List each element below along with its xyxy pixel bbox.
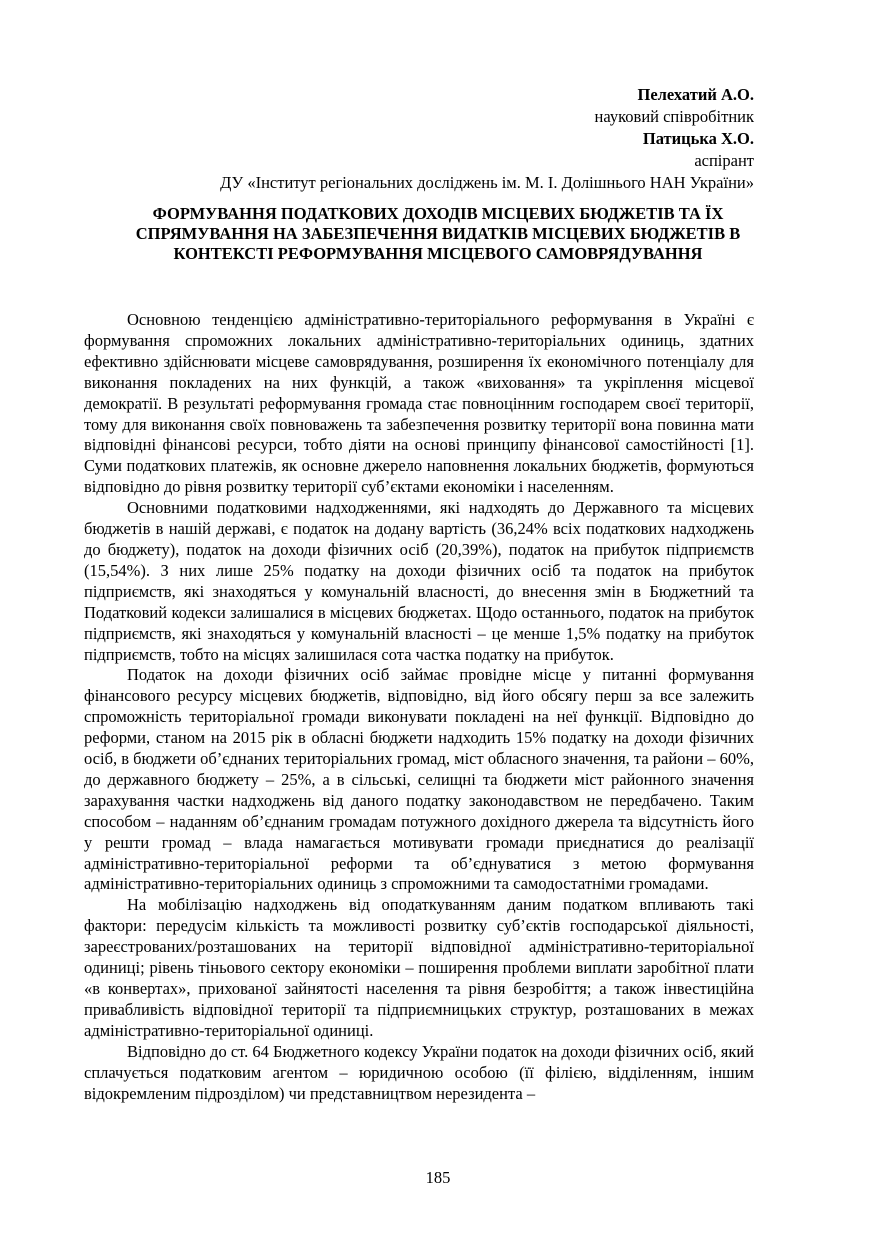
author-role: науковий співробітник <box>594 107 754 126</box>
author-name: Пелехатий А.О. <box>637 85 754 104</box>
paragraph: На мобілізацію надходжень від оподаткуванням даним податком впливають такі фактори: передусім кількість та можливості розвитку суб’єктів господарської діяльності, зареєстрованих/розташованих на території відповідної адміністративно-територіальної одиниці; рівень тіньового сектору економіки – поширення проблеми виплати заробітної плати «в конвертах», прихованої зайнятості населення та рівня безробіття; а також інвестиційна привабливість відповідної території та підприємницьких структур, розташованих в межах адміністративно-територіальної одиниці. <box>84 895 754 1040</box>
affiliation: ДУ «Інститут регіональних досліджень ім. М. І. Долішнього НАН України» <box>220 173 754 192</box>
body-text <box>84 310 754 1104</box>
paragraph: Основною тенденцією адміністративно-територіального реформування в Україні є формування спроможних локальних адміністративно-територіальних одиниць, здатних ефективно здійснювати місцеве самоврядування, розширення їх економічного потенціалу для виконання покладених на них функцій, а також «виховання» та укріплення місцевої демократії. В результаті реформування громада стає повноцінним господарем своєї території, тому для виконання своїх повноважень та забезпечення розвитку території вона повинна мати відповідні фінансові ресурси, тобто діяти на основі принципу фінансової самостійності [1]. Суми податкових платежів, як основне джерело наповнення локальних бюджетів, формуються відповідно до рівня розвитку території суб’єктами економіки і населенням. <box>84 310 754 497</box>
paragraph: Відповідно до ст. 64 Бюджетного кодексу України податок на доходи фізичних осіб, який сплачується податковим агентом – юридичною особою (її філією, відділенням, іншим відокремленим підрозділом) чи представництвом нерезидента – <box>84 1041 754 1103</box>
page-number: 185 <box>425 1168 451 1187</box>
author-role: аспірант <box>694 151 754 170</box>
author-name: Патицька Х.О. <box>642 129 754 148</box>
paragraph: Основними податковими надходженнями, які надходять до Державного та місцевих бюджетів в нашій державі, є податок на додану вартість (36,24% всіх податкових надходжень до бюджету), податок на доходи фізичних осіб (20,39%), податок на прибуток підприємств (15,54%). З них лише 25% податку на доходи фізичних осіб та податок на прибуток підприємств, які знаходяться у комунальній власності, до внесення змін в Бюджетний та Податковий кодекси залишалися в місцевих бюджетах. Щодо останнього, податок на прибуток підприємств, які знаходяться у комунальній власності – це менше 1,5% податку на прибуток підприємств, тобто на місцях залишилася сота частка податку на прибуток. <box>84 498 754 664</box>
paper-title: ФОРМУВАННЯ ПОДАТКОВИХ ДОХОДІВ МІСЦЕВИХ БЮДЖЕТІВ ТА ЇХ СПРЯМУВАННЯ НА ЗАБЕЗПЕЧЕННЯ ВИДАТКІВ МІСЦЕВИХ БЮДЖЕТІВ В КОНТЕКСТІ РЕФОРМУВАННЯ МІСЦЕВОГО САМОВРЯДУВАННЯ <box>135 204 741 263</box>
paragraph: Податок на доходи фізичних осіб займає провідне місце у питанні формування фінансового ресурсу місцевих бюджетів, відповідно, від його обсягу перш за все залежить спроможність територіальної громади виконувати покладені на неї функції. Відповідно до реформи, станом на 2015 рік в обласні бюджети надходить 15% податку на доходи фізичних осіб, в бюджети об’єднаних територіальних громад, міст обласного значення, та райони – 60%, до державного бюджету – 25%, а в сільські, селищні та бюджети міст районного значення зарахування частки надходжень від даного податку законодавством не передбачено. Таким способом – наданням об’єднаним громадам потужного дохідного джерела та відсутність його у решти громад – влада намагається мотивувати громади приєднатися до реалізації адміністративно-територіальної реформи та об’єднуватися з метою формування адміністративно-територіальних одиниць з спроможними та самодостатніми громадами. <box>84 665 754 894</box>
author-block <box>220 84 754 194</box>
